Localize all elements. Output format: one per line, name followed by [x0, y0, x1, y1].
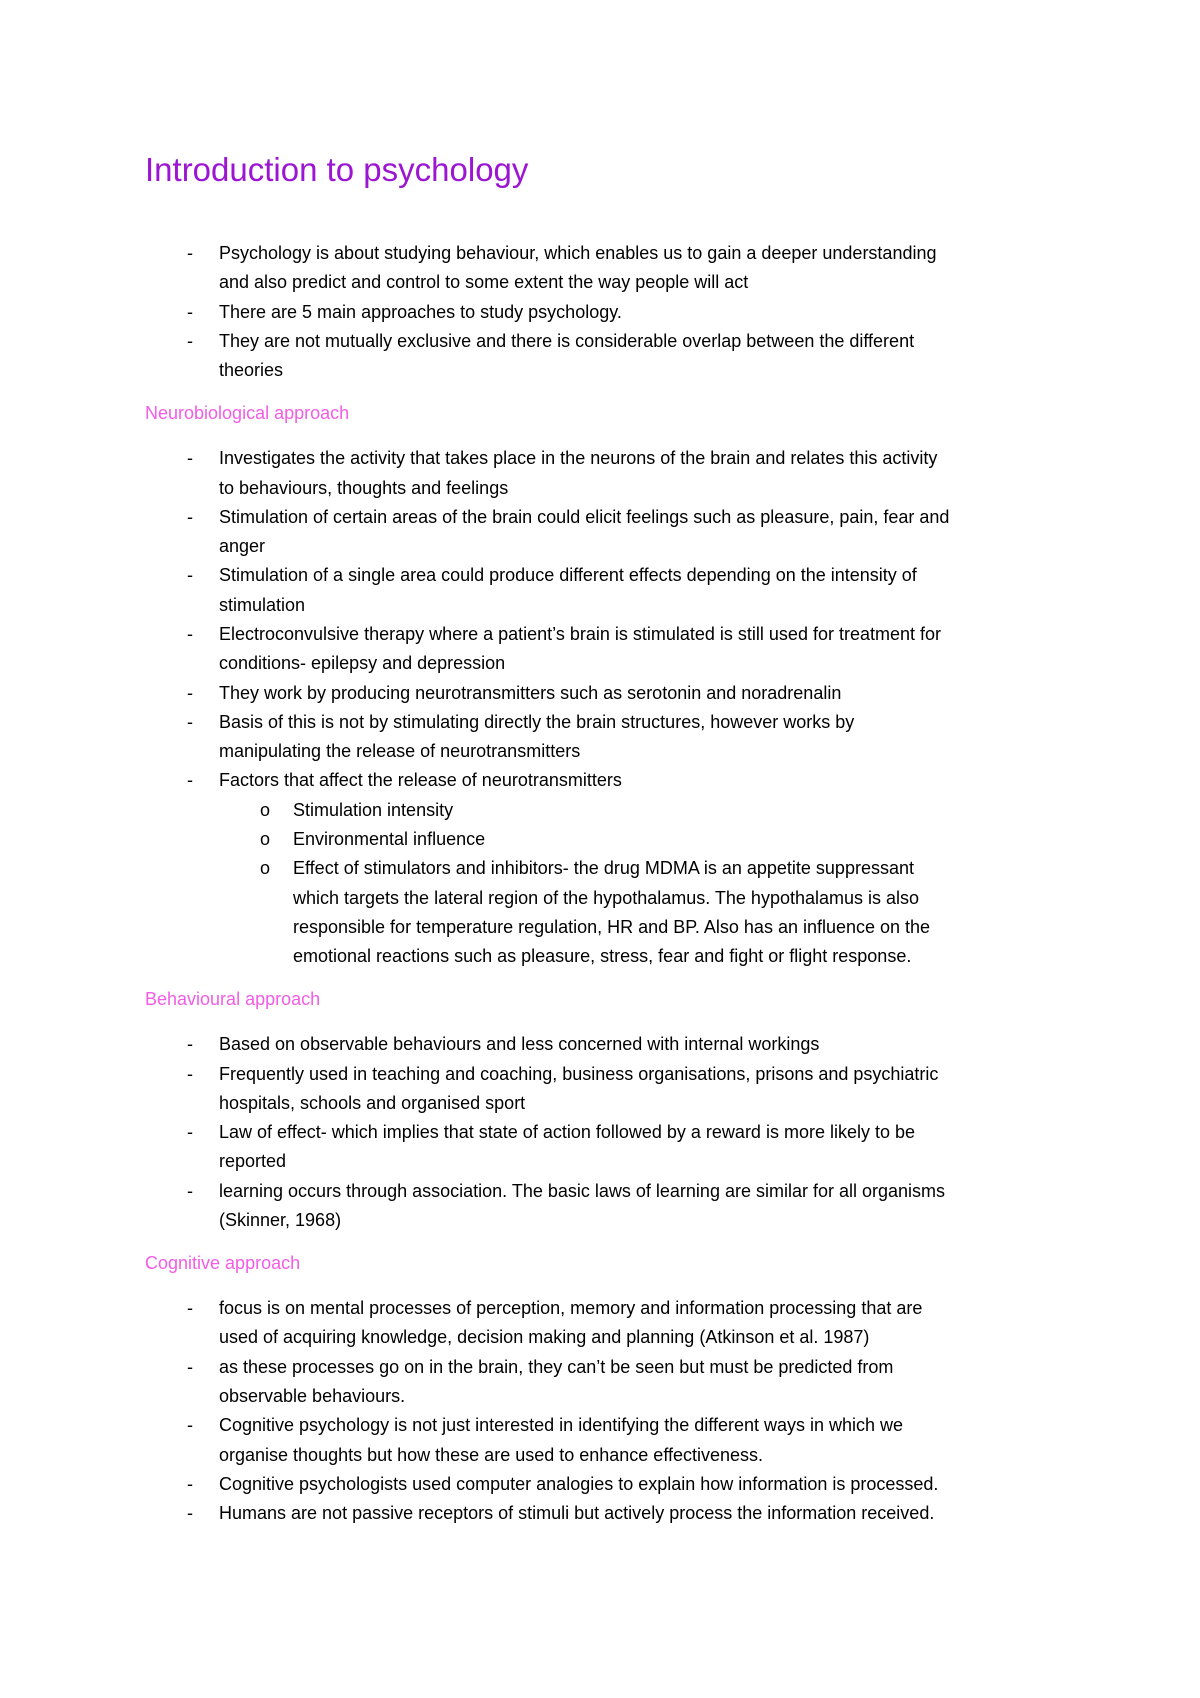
bullet-text: responsible for temperature regulation, HR and BP. Also has an influence on the	[293, 917, 931, 937]
bullet-text: Law of effect- which implies that state of action followed by a reward is more likely to be	[219, 1122, 915, 1142]
bullet-marker: -	[187, 712, 193, 732]
sub-bullet-item-line	[0, 942, 1200, 971]
bullet-text: observable behaviours.	[219, 1386, 406, 1406]
sub-bullet-item-line	[0, 884, 1200, 913]
bullet-item-line	[0, 474, 1200, 503]
bullet-item-line	[0, 1353, 1200, 1382]
bullet-item-line	[0, 327, 1200, 356]
bullet-text: focus is on mental processes of perception, memory and information processing that are	[219, 1298, 923, 1318]
bullet-marker: -	[187, 507, 193, 527]
bullet-text: hospitals, schools and organised sport	[219, 1093, 526, 1113]
bullet-marker: -	[187, 1181, 193, 1201]
bullet-marker: -	[187, 1064, 193, 1084]
sub-bullet-marker: o	[260, 800, 271, 820]
bullet-item-line	[0, 1294, 1200, 1323]
bullet-item-line	[0, 444, 1200, 473]
bullet-text: There are 5 main approaches to study psychology.	[219, 302, 622, 322]
bullet-item-line	[0, 1411, 1200, 1440]
bullet-text: anger	[219, 536, 266, 556]
bullet-item-line	[0, 239, 1200, 268]
bullet-item-line	[0, 1206, 1200, 1235]
bullet-marker: -	[187, 624, 193, 644]
bullet-text: used of acquiring knowledge, decision making and planning (Atkinson et al. 1987)	[219, 1327, 870, 1347]
bullet-text: Psychology is about studying behaviour, which enables us to gain a deeper understanding	[219, 243, 937, 263]
bullet-text: Electroconvulsive therapy where a patient’s brain is stimulated is still used for treatment for	[219, 624, 942, 644]
bullet-item-line	[0, 1441, 1200, 1470]
bullet-marker: -	[187, 1357, 193, 1377]
sub-bullet-item-line	[0, 913, 1200, 942]
bullet-item-line	[0, 1382, 1200, 1411]
bullet-item-line	[0, 1499, 1200, 1528]
bullet-item-line	[0, 679, 1200, 708]
bullet-item-line	[0, 561, 1200, 590]
bullet-item-line	[0, 268, 1200, 297]
bullet-marker: -	[187, 243, 193, 263]
bullet-text: stimulation	[219, 595, 306, 615]
bullet-item-line	[0, 1323, 1200, 1352]
bullet-text: Based on observable behaviours and less concerned with internal workings	[219, 1034, 820, 1054]
bullet-text: Effect of stimulators and inhibitors- the drug MDMA is an appetite suppressant	[293, 858, 914, 878]
sub-bullet-item-line	[0, 825, 1200, 854]
bullet-text: as these processes go on in the brain, they can’t be seen but must be predicted from	[219, 1357, 894, 1377]
bullet-text: They are not mutually exclusive and there is considerable overlap between the different	[219, 331, 915, 351]
bullet-text: manipulating the release of neurotransmitters	[219, 741, 581, 761]
bullet-item-line	[0, 356, 1200, 385]
bullet-marker: -	[187, 1474, 193, 1494]
bullet-marker: -	[187, 1298, 193, 1318]
bullet-item-line	[0, 620, 1200, 649]
bullet-item-line	[0, 737, 1200, 766]
sub-bullet-item-line	[0, 796, 1200, 825]
bullet-text: Basis of this is not by stimulating directly the brain structures, however works by	[219, 712, 855, 732]
bullet-item-line	[0, 1147, 1200, 1176]
bullet-item-line	[0, 1177, 1200, 1206]
bullet-text: Factors that affect the release of neurotransmitters	[219, 770, 622, 790]
bullet-text: Frequently used in teaching and coaching, business organisations, prisons and psychiatric	[219, 1064, 939, 1084]
bullet-text: Environmental influence	[293, 829, 486, 849]
bullet-marker: -	[187, 331, 193, 351]
bullet-marker: -	[187, 770, 193, 790]
bullet-marker: -	[187, 302, 193, 322]
bullet-text: Cognitive psychologists used computer analogies to explain how information is processed.	[219, 1474, 939, 1494]
bullet-item-line	[0, 532, 1200, 561]
bullet-marker: -	[187, 448, 193, 468]
bullet-item-line	[0, 1030, 1200, 1059]
bullet-item-line	[0, 503, 1200, 532]
bullet-text: Cognitive psychology is not just interested in identifying the different ways in which we	[219, 1415, 904, 1435]
section-heading: Neurobiological approach	[145, 403, 350, 423]
bullet-text: and also predict and control to some extent the way people will act	[219, 272, 749, 292]
bullet-text: Humans are not passive receptors of stimuli but actively process the information received.	[219, 1503, 935, 1523]
bullet-item-line	[0, 591, 1200, 620]
document-title: Introduction to psychology	[145, 151, 529, 188]
bullet-item-line	[0, 1470, 1200, 1499]
bullet-item-line	[0, 766, 1200, 795]
bullet-text: reported	[219, 1151, 287, 1171]
bullet-text: Stimulation of certain areas of the brain could elicit feelings such as pleasure, pain, fear and	[219, 507, 950, 527]
bullet-marker: -	[187, 1415, 193, 1435]
bullet-text: (Skinner, 1968)	[219, 1210, 342, 1230]
bullet-text: organise thoughts but how these are used to enhance effectiveness.	[219, 1445, 764, 1465]
bullet-text: theories	[219, 360, 284, 380]
bullet-item-line	[0, 1118, 1200, 1147]
sub-bullet-marker: o	[260, 858, 271, 878]
section-heading: Behavioural approach	[145, 989, 321, 1009]
bullet-text: to behaviours, thoughts and feelings	[219, 478, 509, 498]
bullet-item-line	[0, 298, 1200, 327]
bullet-text: They work by producing neurotransmitters such as serotonin and noradrenalin	[219, 683, 842, 703]
bullet-marker: -	[187, 683, 193, 703]
bullet-text: Stimulation of a single area could produce different effects depending on the intensity of	[219, 565, 917, 585]
bullet-item-line	[0, 1060, 1200, 1089]
section-heading: Cognitive approach	[145, 1253, 301, 1273]
bullet-marker: -	[187, 1503, 193, 1523]
bullet-text: Stimulation intensity	[293, 800, 454, 820]
bullet-item-line	[0, 649, 1200, 678]
bullet-text: learning occurs through association. The basic laws of learning are similar for all organisms	[219, 1181, 946, 1201]
bullet-item-line	[0, 1089, 1200, 1118]
bullet-text: emotional reactions such as pleasure, stress, fear and fight or flight response.	[293, 946, 912, 966]
sub-bullet-marker: o	[260, 829, 271, 849]
bullet-text: conditions- epilepsy and depression	[219, 653, 506, 673]
sub-bullet-item-line	[0, 854, 1200, 883]
bullet-marker: -	[187, 1122, 193, 1142]
bullet-text: which targets the lateral region of the hypothalamus. The hypothalamus is also	[293, 888, 920, 908]
bullet-marker: -	[187, 565, 193, 585]
bullet-text: Investigates the activity that takes place in the neurons of the brain and relates this activity	[219, 448, 938, 468]
bullet-item-line	[0, 708, 1200, 737]
bullet-marker: -	[187, 1034, 193, 1054]
